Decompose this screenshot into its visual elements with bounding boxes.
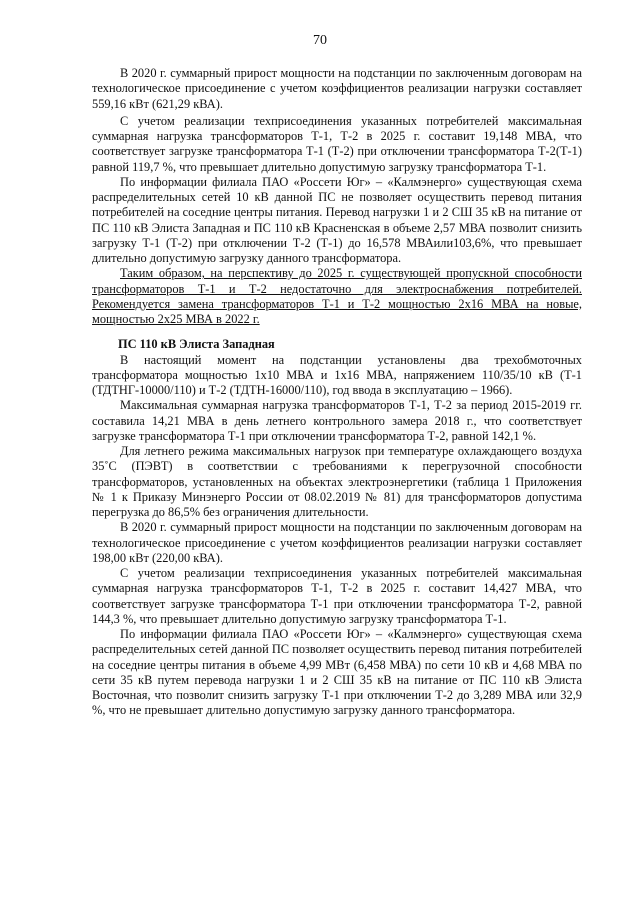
paragraph-conclusion-recommendation: Таким образом, на перспективу до 2025 г. существующей пропускной способности трансформаторов Т-1 и Т-2 недостаточно для электроснабжения потребителей. Рекомендуется замена трансформаторов Т-1 и Т-2 мощностью 2х16 МВА на новые, мощностью 2х25 МВА в 2022 г. bbox=[92, 266, 582, 326]
paragraph-growth-2020-zapadnaya: В 2020 г. суммарный прирост мощности на подстанции по заключенным договорам на технологическое присоединение с учетом коэффициентов реализации нагрузки составляет 198,00 кВт (220,00 кВА). bbox=[92, 520, 582, 565]
paragraph-summer-overload: Для летнего режима максимальных нагрузок при температуре охлаждающего воздуха 35˚С (ПЭВТ) в соответствии с требованиями к перегрузочной способности трансформаторов, установленных на объектах электроэнергетики (таблица 1 Приложения № 1 к Приказу Минэнерго России от 08.02.2019 № 81) для трансформаторов допустима перегрузка до 86,5% без ограничения длительности. bbox=[92, 444, 582, 519]
paragraph-load-2025: С учетом реализации техприсоединения указанных потребителей максимальная суммарная нагрузка трансформаторов Т-1, Т-2 в 2025 г. составит 19,148 МВА, что соответствует загрузке трансформатора Т-1 (Т-2) при отключении трансформатора Т-2(Т-1) равной 119,7 %, что превышает длительно допустимую загрузку трансформатора Т-1. bbox=[92, 113, 582, 174]
paragraph-installed-transformers: В настоящий момент на подстанции установлены два трехобмоточных трансформатора мощностью 1х10 МВА и 1х16 МВА, напряжением 110/35/10 кВ (Т-1 (ТДТНГ-10000/110) и Т-2 (ТДТН-16000/110), год ввода в эксплуатацию – 1966). bbox=[92, 352, 582, 397]
paragraph-max-load-2015-2019: Максимальная суммарная нагрузка трансформаторов Т-1, Т-2 за период 2015-2019 гг. составила 14,21 МВА в день летнего контрольного замера 2018 г., что соответствует загрузке трансформатора Т-1 при отключении трансформатора Т-2, равной 142,1 %. bbox=[92, 398, 582, 443]
paragraph-network-info: По информации филиала ПАО «Россети Юг» – «Калмэнерго» существующая схема распределительных сетей 10 кВ данной ПС не позволяет осуществить перевод питания потребителей на соседние центры питания. Перевод нагрузки 1 и 2 СШ 35 кВ на питание от ПС 110 кВ Элиста Западная и ПС 110 кВ Красненская в объеме 2,57 МВА позволит снизить загрузку Т-1 (Т-2) при отключении Т-2 (Т-1) до 16,578 МВАили103,6%, что превышает длительно допустимую загрузку данного трансформатора. bbox=[92, 174, 582, 265]
paragraph-network-transfer: По информации филиала ПАО «Россети Юг» – «Калмэнерго» существующая схема распределительных сетей данной ПС позволяет осуществить перевод питания потребителей на соседние центры питания в объеме 4,99 МВт (6,458 МВА) по сети 10 кВ и 4,68 МВА по сети 35 кВ путем перевода нагрузки 1 и 2 СШ 35 кВ на питание от ПС 110 кВ Элиста Восточная, что позволит снизить загрузку Т-1 при отключении Т-2 до 3,289 МВА или 32,9 %, что не превышает длительно допустимую загрузку данного трансформатора. bbox=[92, 627, 582, 718]
page-number: 70 bbox=[313, 33, 327, 48]
paragraph-growth-2020: В 2020 г. суммарный прирост мощности на подстанции по заключенным договорам на технологическое присоединение с учетом коэффициентов реализации нагрузки составляет 559,16 кВт (621,29 кВА). bbox=[92, 66, 582, 111]
document-body bbox=[92, 66, 582, 719]
paragraph-load-2025-zapadnaya: С учетом реализации техприсоединения указанных потребителей максимальная суммарная нагрузка трансформаторов Т-1, Т-2 в 2025 г. составит 14,427 МВА, что соответствует загрузке трансформатора Т-1 при отключении трансформатора Т-2, равной 144,3 %, что превышает длительно допустимую загрузку трансформатора Т-1. bbox=[92, 566, 582, 626]
section-heading-elista-zapadnaya: ПС 110 кВ Элиста Западная bbox=[118, 337, 275, 352]
